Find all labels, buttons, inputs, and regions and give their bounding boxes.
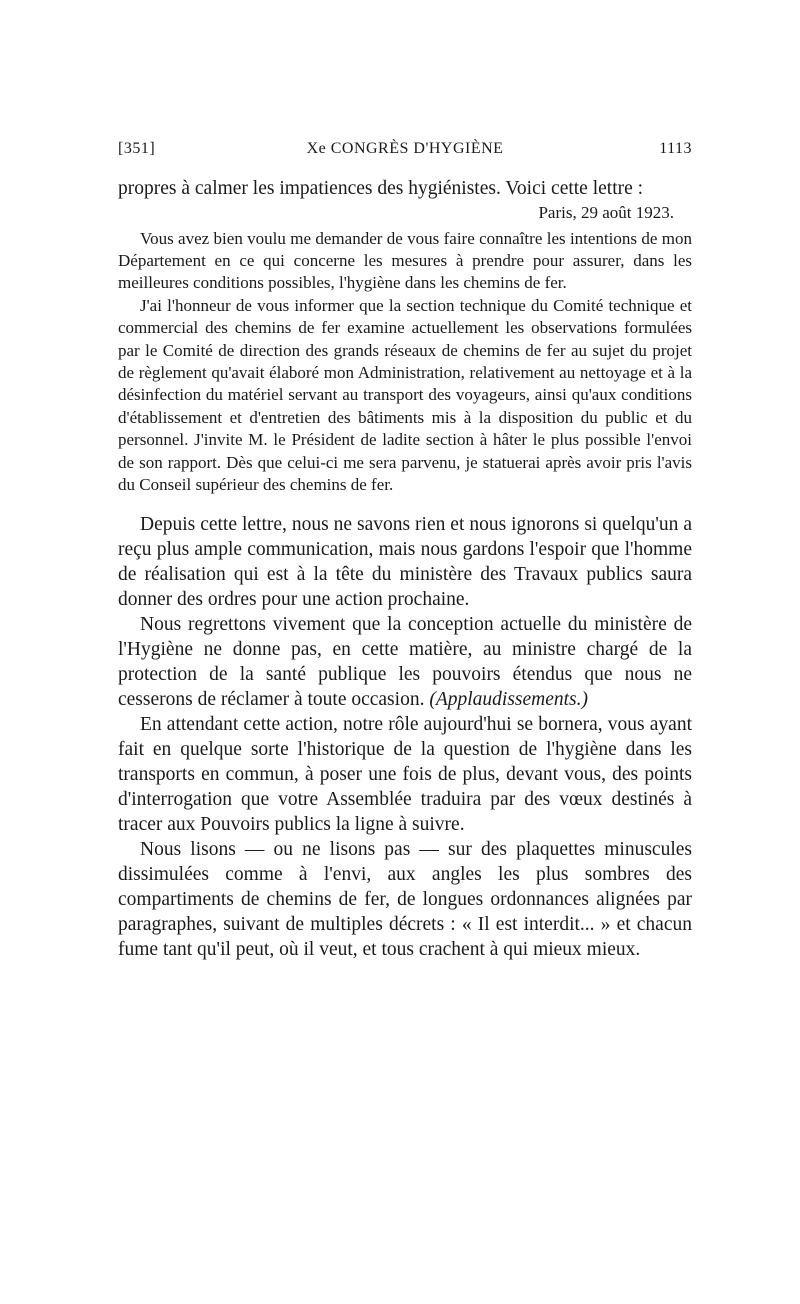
- body-paragraph-1: Depuis cette lettre, nous ne savons rien et nous ignorons si quelqu'un a reçu plus ample communication, mais nous gardons l'espoir que l'homme de réalisation qui est à la tête du ministère des Travaux publics saura donner des ordres pour une action prochaine.: [118, 514, 692, 611]
- page-reference: [351]: [118, 140, 156, 157]
- body-paragraph-2: [118, 612, 692, 712]
- applause-note: (Applaudissements.): [429, 689, 589, 711]
- quoted-letter: [118, 202, 692, 497]
- document-page: [118, 140, 692, 962]
- body-paragraph-3: En attendant cette action, notre rôle aujourd'hui se bornera, vous ayant fait en quelque sorte l'historique de la question de l'hygiène dans les transports en commun, à poser une fois de plus, devant vous, des points d'interrogation que votre Assemblée traduira par des vœux destinés à tracer aux Pouvoirs publics la ligne à suivre.: [118, 714, 692, 836]
- running-header: [118, 140, 692, 164]
- letter-paragraph-1: Vous avez bien voulu me demander de vous faire connaître les intentions de mon Département en ce qui concerne les mesures à prendre pour assurer, dans les meilleures conditions possibles, l'hygiène dans les chemins de fer.: [118, 228, 692, 293]
- body-paragraph-4: Nous lisons — ou ne lisons pas — sur des plaquettes minuscules dissimulées comme à l'envi, aux angles les plus sombres des compartiments de chemins de fer, de longues ordonnances alignées par paragraphes, suivant de multiples décrets : « Il est interdit... » et chacun fume tant qu'il peut, où il veut, et tous crachent à qui mieux mieux.: [118, 839, 692, 961]
- intro-paragraph: propres à calmer les impatiences des hygiénistes. Voici cette lettre :: [118, 178, 644, 199]
- body-paragraph-2-text: Nous regrettons vivement que la conception actuelle du ministère de l'Hygiène ne donne pas, en cette matière, au ministre chargé de la protection de la santé publique les pouvoirs étendus que nous ne cesserons de réclamer à toute occasion.: [118, 614, 692, 711]
- letter-paragraph-2: J'ai l'honneur de vous informer que la section technique du Comité technique et commercial des chemins de fer examine actuellement les observations formulées par le Comité de direction des grands réseaux de chemins de fer au sujet du projet de règlement qu'avait élaboré mon Administration, relativement au nettoyage et à la désinfection du matériel servant au transport des voyageurs, ainsi qu'aux conditions d'établissement et d'entretien des bâtiments mis à la disposition du public et du personnel. J'invite M. le Président de ladite section à hâter le plus possible l'envoi de son rapport. Dès que celui-ci me sera parvenu, je statuerai après avoir pris l'avis du Conseil supérieur des chemins de fer.: [118, 295, 692, 494]
- running-title: Xe CONGRÈS D'HYGIÈNE: [306, 140, 504, 157]
- letter-date: Paris, 29 août 1923.: [538, 202, 674, 222]
- page-number: 1113: [659, 140, 692, 157]
